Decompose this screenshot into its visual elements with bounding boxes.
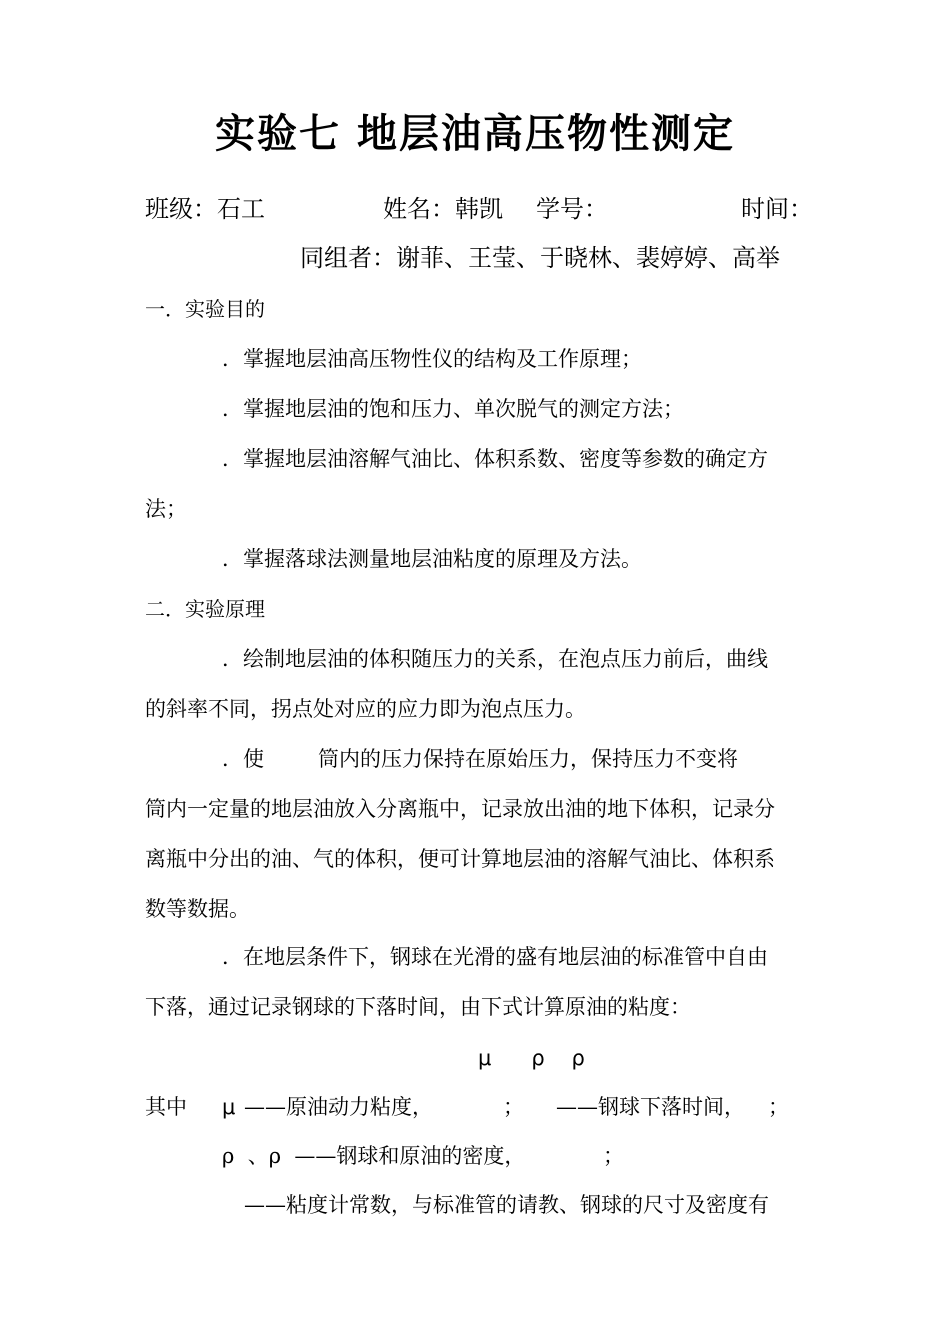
section-heading-principle: 二．实验原理 [145, 597, 265, 621]
unit-separator: ； [503, 1095, 524, 1119]
objective-item: ．掌握地层油的饱和压力、单次脱气的测定方法； [222, 397, 684, 421]
principle-paragraph-line: 离瓶中分出的油、气的体积，便可计算地层油的溶解气油比、体积系 [145, 847, 775, 871]
unit-separator: ； [603, 1144, 624, 1168]
group-members: 同组者：谢菲、王莹、于晓林、裴婷婷、高举 [300, 244, 780, 272]
page-title: 实验七 地层油高压物性测定 [215, 111, 735, 157]
name-label: 姓名：韩凯 [383, 195, 503, 223]
objective-item: ．掌握地层油高压物性仪的结构及工作原理； [222, 347, 642, 371]
section-heading-objectives: 一．实验目的 [145, 297, 265, 321]
density-definition: ρ 、ρ ——钢球和原油的密度， [222, 1144, 526, 1168]
principle-paragraph-line: ．绘制地层油的体积随压力的关系，在泡点压力前后，曲线 [222, 647, 768, 671]
student-id-label: 学号： [536, 195, 608, 223]
time-label: 时间： [741, 195, 813, 223]
viscosity-formula: μ ρ ρ [478, 1046, 585, 1070]
principle-paragraph-line: 筒内一定量的地层油放入分离瓶中，记录放出油的地下体积，记录分 [145, 797, 775, 821]
mu-symbol: μ [222, 1095, 236, 1119]
principle-paragraph-line: 下落，通过记录钢球的下落时间，由下式计算原油的粘度： [145, 995, 691, 1019]
principle-paragraph-line: 筒内的压力保持在原始压力，保持压力不变将 [318, 747, 738, 771]
principle-paragraph-line: 的斜率不同，拐点处对应的应力即为泡点压力。 [145, 697, 586, 721]
time-definition: ——钢球下落时间， [556, 1095, 745, 1119]
where-label: 其中 [145, 1095, 187, 1119]
principle-paragraph-line: ．使 [222, 747, 264, 771]
principle-paragraph-line: ．在地层条件下，钢球在光滑的盛有地层油的标准管中自由 [222, 945, 768, 969]
principle-paragraph-line: 数等数据。 [145, 897, 250, 921]
mu-definition: ——原油动力粘度， [244, 1095, 433, 1119]
unit-separator: ； [768, 1095, 789, 1119]
objective-item: ．掌握地层油溶解气油比、体积系数、密度等参数的确定方 [222, 447, 768, 471]
class-label: 班级：石工 [145, 195, 265, 223]
objective-item: ．掌握落球法测量地层油粘度的原理及方法。 [222, 547, 642, 571]
viscometer-constant-definition: ——粘度计常数，与标准管的请教、钢球的尺寸及密度有 [244, 1193, 769, 1217]
objective-item-continuation: 法； [145, 497, 187, 521]
